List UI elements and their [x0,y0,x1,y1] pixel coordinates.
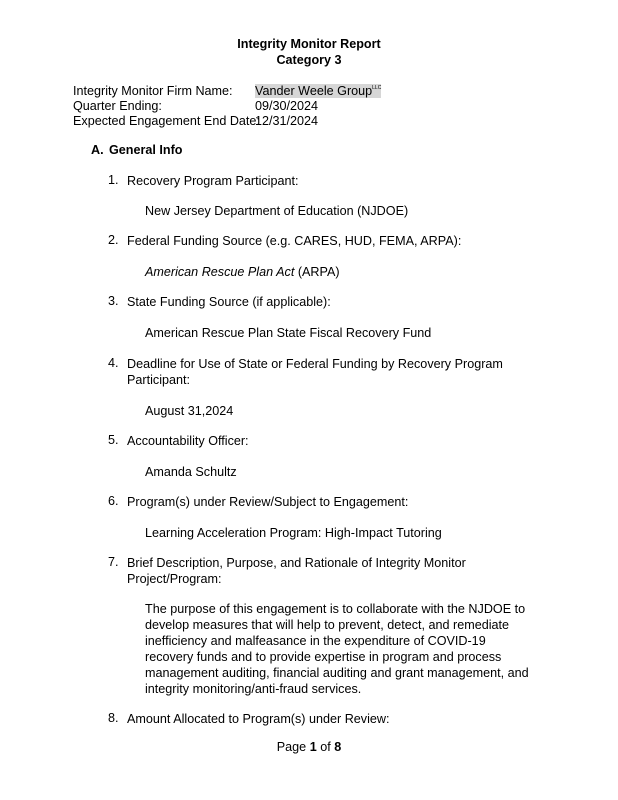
item-number: 6. [108,494,119,508]
item-number: 3. [108,294,119,308]
section-letter: A. [91,143,104,157]
quarter-label: Quarter Ending: [73,99,162,113]
item-question: State Funding Source (if applicable): [127,295,331,309]
item-number: 1. [108,173,119,187]
item-number: 7. [108,555,119,569]
page-number: 1 [309,740,317,754]
item-question: Recovery Program Participant: [127,174,299,188]
item-answer: August 31,2024 [145,404,234,418]
item-answer: Learning Acceleration Program: High-Impact Tutoring [145,526,442,540]
item-number: 8. [108,711,119,725]
firm-name-text: Vander Weele Group [255,84,373,98]
section-heading [91,143,182,157]
item-question: Program(s) under Review/Subject to Engagement: [127,495,409,509]
page-word: Page [276,740,307,754]
answer-italic: American Rescue Plan Act [145,265,295,279]
item-answer: The purpose of this engagement is to collaborate with the NJDOE to develop measures that will help to prevent, detect, and remediate inefficiency and malfeasance in the expenditure of COVID-19 recovery funds and to provide expertise in program and process management auditing, financial auditing and grant management, and integrity monitoring/anti-fraud services. [145,602,529,696]
item-number: 5. [108,433,119,447]
item-question: Federal Funding Source (e.g. CARES, HUD, FEMA, ARPA): [127,234,462,248]
item-number: 2. [108,233,119,247]
end-date-label: Expected Engagement End Date: [73,114,260,128]
item-question: Brief Description, Purpose, and Rationale of Integrity Monitor Project/Program: [127,556,466,586]
item-answer: Amanda Schultz [145,465,237,479]
quarter-value: 09/30/2024 [255,99,319,113]
firm-name-label: Integrity Monitor Firm Name: [73,84,233,98]
item-question: Amount Allocated to Program(s) under Review: [127,712,390,726]
item-answer [145,264,530,280]
answer-rest: (ARPA) [294,265,340,279]
of-word: of [320,740,331,754]
item-question: Accountability Officer: [127,434,249,448]
page-total: 8 [334,740,342,754]
item-question: Deadline for Use of State or Federal Funding by Recovery Program Participant: [127,357,503,387]
firm-name-value [255,84,381,98]
item-answer: New Jersey Department of Education (NJDOE) [145,204,409,218]
item-answer: American Rescue Plan State Fiscal Recovery Fund [145,326,432,340]
report-title: Integrity Monitor Report [237,37,381,51]
item-number: 4. [108,356,119,370]
firm-suffix: LLC [372,85,382,91]
page-footer [0,740,618,754]
report-category: Category 3 [276,53,342,67]
end-date-value: 12/31/2024 [255,114,319,128]
section-title: General Info [109,143,183,157]
